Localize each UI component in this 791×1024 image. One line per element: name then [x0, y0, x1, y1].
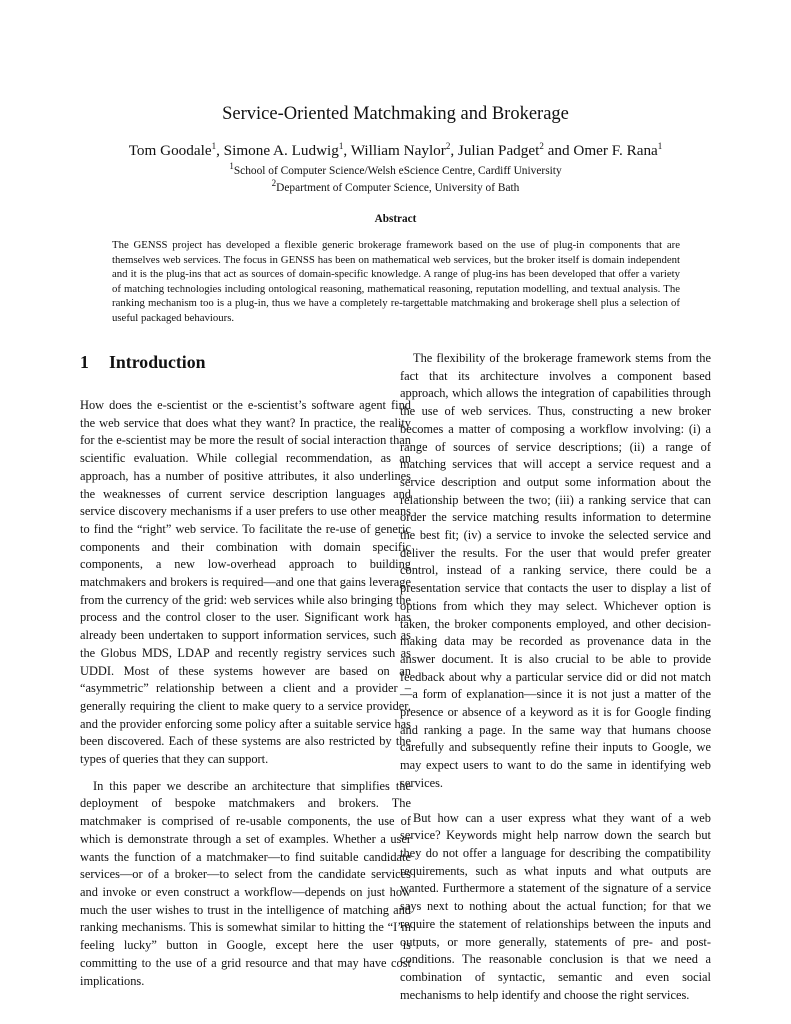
author: Julian Padget$^2$ and: [457, 140, 574, 159]
author: William Naylor$^2$,: [350, 140, 458, 159]
paragraph: The flexibility of the brokerage framework stems from the fact that its architecture involves a component based approach, which allows the integration of capabilities through the use of web services. Thus, constructing a new broker becomes a matter of composing a workflow involving: (i) a range of sources of service descriptions; (ii) a range of matching services that will accept a service request and a service description and output some information about the relationship between the two; (iii) a ranking service that can order the service matching results information to determine the best fit; (iv) a service to invoke the selected service and deliver the results. For the user that would prefer greater control, instead of a ranking service, there could be a presentation service that contacts the user to display a list of options from which they may select. Whichever option is taken, the broker components employed, and other decision-making data may be recorded as provenance data in the answer document. It is also crucial to be able to provide feedback about why a particular service did or did not match—a form of explanation—since it is not just a matter of the presence or absence of a keyword as it is for Google finding and ranking a page. In the same way that humans choose carefully and subsequently refine their inputs to Google, we may expect users to want to do the same in identifying web services.: [400, 351, 711, 790]
section-heading: [80, 350, 411, 374]
section-number: 1: [80, 352, 89, 372]
paragraph: But how can a user express what they want of a web service? Keywords might help narrow down the search but they do not offer a language for describing the compatibility requirements, such as what inputs and what outputs are wanted. Furthermore a statement of the signature of a service says next to nothing about the actual function; for that we require the statement of relationships between the inputs and outputs, or more generally, statements of pre- and post-conditions. The reasonable conclusion is that we need a combination of syntactic, semantic and even social mechanisms to help identify and choose the right services.: [400, 810, 711, 1002]
paragraph: How does the e-scientist or the e-scientist’s software agent find the web service that does what they want? In practice, the reality for the e-scientist may be more the result of social interaction than scientific evaluation. While collegial recommendation, as an approach, has a number of positive attributes, it also underlines the weaknesses of current service description languages and service discovery mechanisms if a user prefers to use other means to find the “right” web service. To facilitate the re-use of generic components and their combination with domain specific components, a new low-overhead approach to building matchmakers and brokers is required—and one that gains leverage from the currency of the grid: web services while also bringing the process and the control closer to the user. Significant work has already been undertaken to support information services, such as the Globus MDS, LDAP and recently registry services such as UDDI. Most of these systems however are based on an “asymmetric” relationship between a client and a provider – generally requiring the client to make query to a service provider, and the provider enforcing some policy after a suitable service has been discovered. Each of these systems are also restricted by the types of queries that they can support.: [80, 398, 411, 767]
affiliation-mark: 1: [338, 140, 344, 151]
paper-title: Service-Oriented Matchmaking and Brokerage: [222, 104, 569, 124]
affiliation-bath: $^2$Department of Computer Science, University of Bath: [271, 178, 520, 194]
affiliation-mark: 1: [211, 140, 217, 151]
author: Tom Goodale$^1$,: [128, 140, 224, 159]
affiliation-mark: 1: [657, 140, 663, 151]
author: Omer F. Rana$^1$: [573, 140, 663, 159]
affiliation-mark: 2: [539, 140, 544, 151]
left-column: [80, 350, 411, 990]
affiliation-cardiff: $^1$School of Computer Science/Welsh eScience Centre, Cardiff University: [229, 161, 562, 177]
abstract-text: The GENSS project has developed a flexible generic brokerage framework based on the use of plug-in components that are themselves web services. The focus in GENSS has been on mathematical web services, but the broker itself is domain independent and it is the plug-ins that act as sources of domain-specific knowledge. A range of plug-ins has been developed that offer a variety of matching technologies including ontological reasoning, mathematical reasoning, reputation modelling, and textual analysis. The ranking mechanism too is a plug-in, thus we have a completely re-targettable matchmaking and brokerage shell plus a selection of useful packaged behaviours.: [112, 239, 680, 324]
affiliation-mark: 2: [445, 140, 451, 151]
right-column: [400, 350, 711, 1004]
paragraph: In this paper we describe an architecture that simplifies the deployment of bespoke matchmakers and brokers. The matchmaker is comprised of re-usable components, the use of which is demonstrate through a set of examples. Whether a user wants the function of a matchmaker—to find suitable candidate services—or of a broker—to select from the candidate services and invoke or even construct a workflow—depends on just how much the user wishes to trust in the intelligence of matching and ranking mechanisms. This is somewhat similar to hitting the “I’m feeling lucky” button in Google, except here the user is committing to the use of a grid resource and that may have cost implications.: [80, 778, 411, 988]
author-list: [0, 141, 791, 161]
abstract-heading: Abstract: [374, 213, 417, 225]
section-title: Introduction: [109, 352, 206, 372]
author: Simone A. Ludwig$^1$,: [223, 140, 351, 159]
